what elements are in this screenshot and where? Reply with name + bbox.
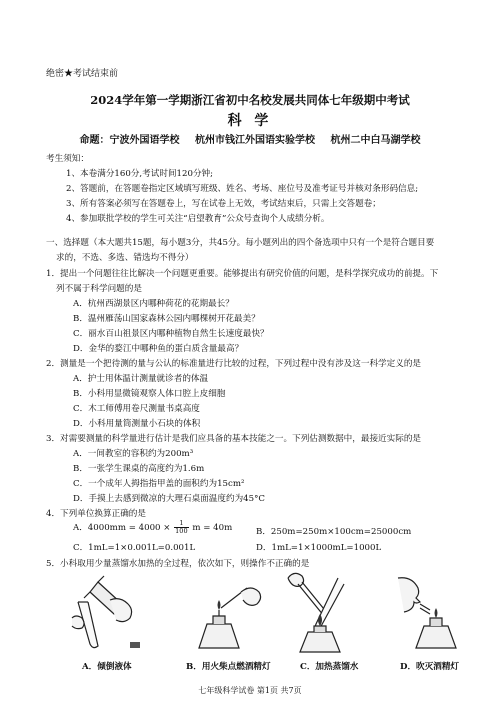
q2-option-d: D．小科用量筒测量小石块的体积 [73,419,201,429]
q2-option-c: C．木工师傅用卷尺测量书桌高度 [73,404,200,414]
setter-1: 命题：宁波外国语学校 [79,135,180,146]
stopper-icon [130,642,140,648]
subject-title: 科 学 [227,113,273,129]
q5-stem: 5．小科取用少量蒸馏水加热的全过程，依次如下，则操作不正确的是 [46,559,310,569]
q5-caption-d: D．吹灭酒精灯 [400,662,460,672]
notes-heading: 考生须知： [46,154,89,164]
q4-option-d: D．1mL=1×1000mL=1000L [256,543,382,553]
fraction-denominator: 100 [175,527,188,535]
fraction [174,520,188,535]
note-item: 2、答题前，在答题卷指定区域填写班级、姓名、考场、座位号及准考证号并核对条形码信息; [66,184,419,194]
question-setters [0,131,500,146]
q4-option-a [73,520,232,535]
setter-2: 杭州市钱江外国语实验学校 [195,135,315,146]
lighting-lamp-figure [185,574,265,654]
q3-option-b: B．一张学生课桌的高度约为1.6m [73,464,205,474]
q1-option-b: B．温州雁荡山国家森林公园内哪棵树开花最美？ [73,314,260,324]
q4-a-prefix: A．4000mm = 4000 × [73,523,171,533]
q1-option-d: D．金华的婺江中哪种鱼的蛋白质含量最高？ [73,344,244,354]
q5-caption-a: A．倾倒液体 [82,662,132,672]
q1-stem: 1．提出一个问题往往比解决一个问题更重要。能够提出有研究价值的问题，是科学探究成功的前提。下 [46,269,439,279]
q2-option-a: A．护士用体温计测量就诊者的体温 [73,374,209,384]
blowing-out-lamp-figure [390,574,470,654]
page-footer: 七年级科学试卷 第1页 共7页 [198,686,302,695]
heating-water-figure [280,568,360,656]
q5-caption-c: C．加热蒸馏水 [300,662,359,672]
q1-option-a: A．杭州西湖景区内哪种荷花的花期最长？ [73,299,234,309]
note-item: 4、参加联批学校的学生可关注“启望教育”公众号查询个人成绩分析。 [66,214,330,224]
fraction-numerator: 1 [174,520,188,528]
section-intro-cont: 求的，不选、多选、错选均不得分） [56,253,194,263]
q1-stem-cont: 列不属于科学问题的是 [56,284,142,294]
q3-option-a: A．一间教室的容积约为200m³ [73,449,194,459]
q3-stem: 3．对需要测量的科学量进行估计是我们应具备的基本技能之一。下列估测数据中，最接近实际的是 [46,434,422,444]
flame-icon [435,608,438,618]
exam-title: 2024学年第一学期浙江省初中名校发展共同体七年级期中考试 [90,93,410,107]
q2-stem: 2．测量是一个把待测的量与公认的标准量进行比较的过程，下列过程中没有涉及这一科学定义的是 [46,359,422,369]
q3-option-c: C．一个成年人拇指指甲盖的面积约为15cm² [73,479,245,489]
q4-stem: 4．下列单位换算正确的是 [46,509,146,519]
q4-option-c: C．1mL=1×0.001L=0.001L [73,543,196,553]
secret-mark: 绝密★考试结束前 [46,69,119,79]
section-intro: 一、选择题（本大题共15题，每小题3分，共45分。每小题列出的四个备选项中只有一个是符合题目要 [46,238,435,248]
q1-option-c: C．丽水百山祖景区内哪种植物自然生长速度最快？ [73,329,269,339]
note-item: 1、本卷满分160分,考试时间120分钟; [66,169,214,179]
q4-a-suffix: m = 40m [192,523,233,533]
setter-3: 杭州二中白马湖学校 [330,135,421,146]
q4-option-b: B．250m=250m×100cm=25000cm [256,527,412,537]
pouring-liquid-figure [70,574,165,654]
note-item: 3、所有答案必须写在答题卷上，写在试卷上无效，考试结束后，只需上交答题卷； [66,199,381,209]
q3-option-d: D．手摸上去感到微凉的大理石桌面温度约为45°C [73,494,265,504]
q2-option-b: B．小科用显微镜观察人体口腔上皮细胞 [73,389,226,399]
q5-caption-b: B．用火柴点燃酒精灯 [186,662,271,672]
flame-icon [218,600,221,610]
